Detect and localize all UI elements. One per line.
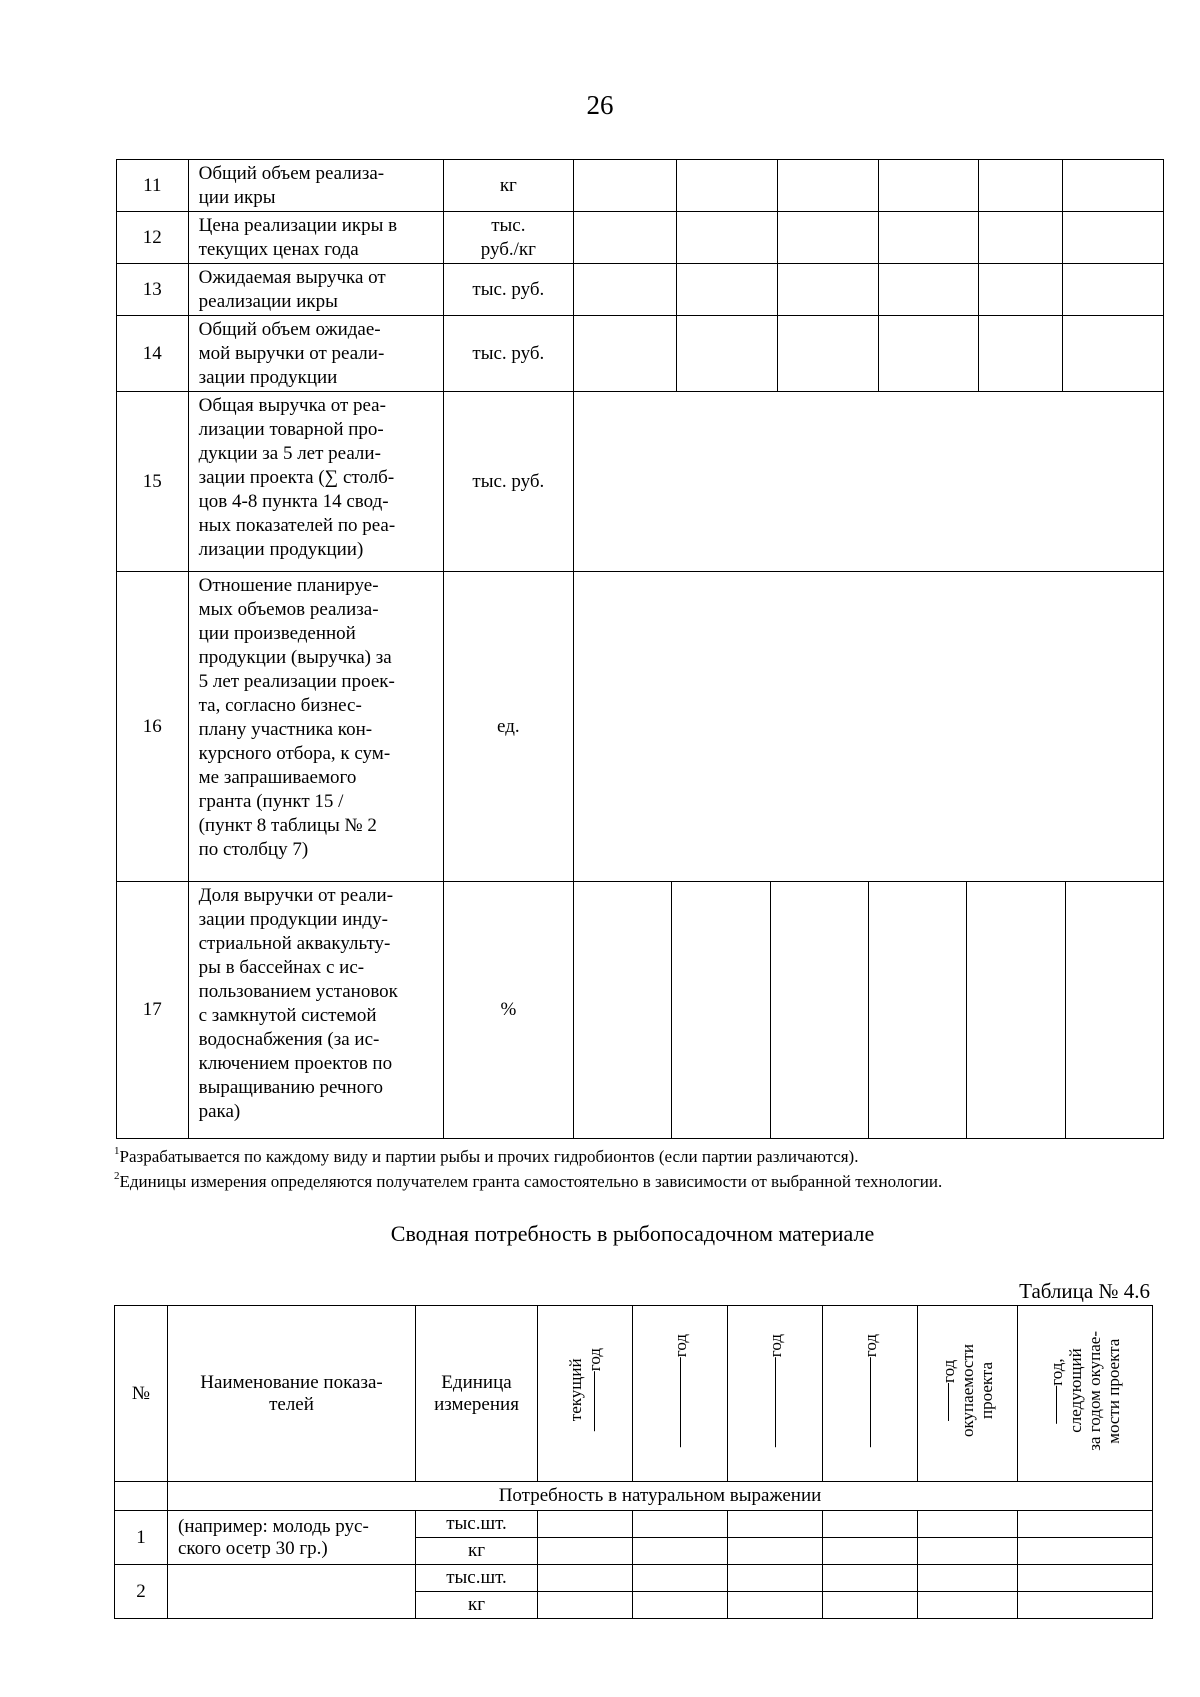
value-cell[interactable] [823, 1511, 918, 1538]
value-cell[interactable] [728, 1511, 823, 1538]
payback-year-label: год [939, 1359, 958, 1384]
value-cell[interactable] [573, 160, 676, 212]
indicator-name-line: 5 лет реализации проек- [198, 671, 395, 692]
indicator-name-line: курсного отбора, к сум- [198, 743, 391, 764]
unit-line: руб./кг [480, 238, 536, 260]
value-cell-merged[interactable] [573, 572, 1163, 882]
year-4-label: год [860, 1333, 880, 1358]
indicator-name-line: по столбцу 7) [198, 839, 309, 860]
value-cell[interactable] [676, 264, 777, 316]
year-3-label: год [765, 1333, 785, 1358]
indicator-name-line: дукции за 5 лет реали- [198, 443, 381, 464]
value-cell[interactable] [573, 316, 676, 392]
col-header-unit-line2: измерения [434, 1393, 519, 1415]
row-unit [443, 572, 573, 882]
table-row [115, 1511, 1153, 1538]
value-cell[interactable] [1063, 212, 1164, 264]
indicator-name-line: лизации продукции) [198, 539, 364, 560]
value-cell[interactable] [1063, 160, 1164, 212]
value-cell[interactable] [979, 160, 1063, 212]
indicator-name-line: цов 4-8 пункта 14 свод- [198, 491, 389, 512]
indicator-name-line: с замкнутой системой [198, 1005, 377, 1026]
indicator-name-line: зации продукции инду- [198, 909, 388, 930]
indicator-name-line: ме запрашиваемого [198, 767, 357, 788]
value-cell[interactable] [672, 882, 770, 1138]
current-year-year: год [585, 1348, 604, 1372]
row-indicator-name [188, 882, 443, 1139]
indicator-name-line: реализации икры [198, 291, 338, 312]
col-header-name-line2: телей [269, 1393, 314, 1415]
col-header-year-2 [633, 1306, 728, 1482]
table-row [117, 882, 1164, 1139]
section-row [115, 1482, 1153, 1511]
row-number: 13 [117, 264, 189, 316]
value-cell[interactable] [633, 1592, 728, 1619]
unit-line: тыс. руб. [472, 278, 545, 300]
indicator-name-line: Цена реализации икры в [198, 215, 398, 236]
value-cell[interactable] [777, 264, 878, 316]
value-cell[interactable] [538, 1511, 633, 1538]
value-cell[interactable] [878, 212, 979, 264]
post-payback-year-line4: мости проекта [1104, 1337, 1123, 1444]
col-header-current-year [538, 1306, 633, 1482]
value-cell[interactable] [771, 882, 869, 1138]
row-unit [443, 392, 573, 572]
row-indicator-name[interactable] [168, 1565, 416, 1619]
value-cell[interactable] [918, 1565, 1018, 1592]
col-header-name-line1: Наименование показа- [200, 1371, 383, 1393]
value-cell[interactable] [573, 264, 676, 316]
row-number: 16 [117, 572, 189, 882]
value-cell[interactable] [728, 1538, 823, 1565]
row-indicator-name [188, 572, 443, 882]
table-row [115, 1565, 1153, 1592]
table-caption: Таблица № 4.6 [1019, 1279, 1150, 1303]
page-number: 26 [586, 90, 614, 120]
unit-line: % [500, 999, 517, 1020]
col-header-number: № [115, 1306, 168, 1482]
unit-line: тыс. руб. [472, 342, 545, 364]
unit-line: ед. [497, 715, 520, 737]
footnote-mark: 1 [114, 1145, 120, 1157]
section-title: Сводная потребность в рыбопосадочном материале [390, 1221, 875, 1246]
indicator-name-line: зации продукции [198, 367, 338, 388]
value-cell[interactable] [777, 160, 878, 212]
value-cell[interactable] [823, 1592, 918, 1619]
indicator-name-line: плану участника кон- [198, 719, 373, 740]
value-cell[interactable] [869, 882, 967, 1138]
value-cell[interactable] [1018, 1538, 1153, 1565]
row-indicator-name [188, 392, 443, 572]
col-header-year-3 [728, 1306, 823, 1482]
indicator-name-line: Общий объем реализа- [198, 163, 385, 184]
table-row [117, 572, 1164, 882]
row-indicator-name [188, 316, 443, 392]
indicator-name-line: рака) [198, 1101, 241, 1122]
row-unit [443, 882, 573, 1139]
row-unit [443, 160, 573, 212]
indicator-name-line: (например: молодь рус- [178, 1515, 369, 1537]
row-indicator-name[interactable] [168, 1511, 416, 1565]
table-row [117, 264, 1164, 316]
indicator-name-line: пользованием установок [198, 981, 398, 1002]
footnote-1 [114, 1146, 858, 1167]
value-cell[interactable] [777, 212, 878, 264]
indicator-name-line: зации проекта (∑ столб- [198, 467, 395, 488]
indicator-name-line: гранта (пункт 15 / [198, 791, 344, 812]
indicator-name-line: Ожидаемая выручка от [198, 267, 386, 288]
row-number: 11 [117, 160, 189, 212]
unit-line: тыс. руб. [472, 470, 545, 492]
value-cell[interactable] [633, 1538, 728, 1565]
col-header-unit [416, 1306, 538, 1482]
value-cell[interactable] [823, 1565, 918, 1592]
indicator-name-line: лизации товарной про- [198, 419, 384, 440]
indicator-name-line: та, согласно бизнес- [198, 695, 362, 716]
row-unit: кг [416, 1592, 538, 1619]
post-payback-year-line3: за годом окупае- [1085, 1330, 1104, 1451]
indicator-name-line: ных показателей по реа- [198, 515, 396, 536]
footnote-mark: 2 [114, 1170, 120, 1182]
indicator-name-line: Общая выручка от реа- [198, 395, 386, 416]
table-row [117, 392, 1164, 572]
indicator-name-line: Отношение планируе- [198, 575, 379, 596]
value-cell[interactable] [538, 1592, 633, 1619]
col-header-name [168, 1306, 416, 1482]
row-unit [443, 212, 573, 264]
value-cell[interactable] [676, 160, 777, 212]
indicator-name-line: выращиванию речного [198, 1077, 384, 1098]
row-number: 2 [115, 1565, 168, 1619]
row-unit: тыс.шт. [416, 1511, 538, 1538]
table-row [117, 316, 1164, 392]
unit-line: кг [499, 174, 517, 196]
value-cell[interactable] [979, 264, 1063, 316]
value-cell[interactable] [967, 882, 1065, 1138]
row-unit: тыс.шт. [416, 1565, 538, 1592]
value-cell[interactable] [676, 212, 777, 264]
col-header-unit-line1: Единица [441, 1371, 512, 1393]
value-cell[interactable] [1066, 882, 1163, 1138]
value-cell[interactable] [777, 316, 878, 392]
value-cell[interactable] [633, 1511, 728, 1538]
indicator-name-line: ции произведенной [198, 623, 356, 644]
value-cell-merged[interactable] [573, 392, 1163, 572]
value-cell[interactable] [1063, 264, 1164, 316]
col-header-year-4 [823, 1306, 918, 1482]
indicator-name-line: ключением проектов по [198, 1053, 393, 1074]
indicator-name-line: (пункт 8 таблицы № 2 [198, 815, 377, 836]
row-indicator-name [188, 160, 443, 212]
col-header-post-payback-year [1018, 1306, 1153, 1482]
row-unit [443, 264, 573, 316]
row-number: 15 [117, 392, 189, 572]
value-cell[interactable] [573, 212, 676, 264]
value-cell[interactable] [538, 1538, 633, 1565]
current-year-label: текущий [566, 1359, 585, 1422]
value-cell[interactable] [676, 316, 777, 392]
value-cell[interactable] [1063, 316, 1164, 392]
value-cell[interactable] [878, 316, 979, 392]
year-2-label: год [670, 1333, 690, 1358]
payback-year-line2: окупаемости [958, 1344, 977, 1437]
post-payback-year-line2: следующий [1066, 1348, 1085, 1433]
indicator-name-line: Доля выручки от реали- [198, 885, 394, 906]
value-cell[interactable] [918, 1592, 1018, 1619]
value-cell[interactable] [979, 316, 1063, 392]
indicator-name-line: стриальной аквакульту- [198, 933, 391, 954]
value-cell[interactable] [728, 1592, 823, 1619]
table-row [117, 160, 1164, 212]
value-cell[interactable] [823, 1538, 918, 1565]
revenue-indicators-table [116, 159, 1164, 1139]
value-cell[interactable] [574, 882, 672, 1138]
section-row-num-cell [115, 1482, 168, 1511]
row-indicator-name [188, 264, 443, 316]
footnote-text: Единицы измерения определяются получателем гранта самостоятельно в зависимости от выбранной технологии. [119, 1172, 943, 1191]
row-unit: кг [416, 1538, 538, 1565]
col-header-payback-year [918, 1306, 1018, 1482]
row-unit [443, 316, 573, 392]
indicator-name-line: ции икры [198, 187, 276, 208]
table-row [117, 212, 1164, 264]
value-cell[interactable] [633, 1565, 728, 1592]
value-cell[interactable] [979, 212, 1063, 264]
unit-line: тыс. [491, 214, 526, 236]
fish-stock-demand-table [114, 1305, 1153, 1619]
value-cell[interactable] [918, 1538, 1018, 1565]
indicator-name-line: мых объемов реализа- [198, 599, 379, 620]
row-number: 14 [117, 316, 189, 392]
value-cell[interactable] [728, 1565, 823, 1592]
indicator-name-line: водоснабжения (за ис- [198, 1029, 380, 1050]
value-cells-group [573, 882, 1163, 1139]
footnote-text: Разрабатывается по каждому виду и партии рыбы и прочих гидробионтов (если партии различаются). [119, 1147, 859, 1166]
indicator-name-line: текущих ценах года [198, 239, 359, 260]
row-indicator-name [188, 212, 443, 264]
value-cell[interactable] [538, 1565, 633, 1592]
value-cell[interactable] [878, 264, 979, 316]
post-payback-year-label: год, [1047, 1357, 1066, 1386]
value-cell[interactable] [1018, 1565, 1153, 1592]
value-cell[interactable] [878, 160, 979, 212]
value-cell[interactable] [1018, 1592, 1153, 1619]
indicator-name-line: ского осетр 30 гр.) [178, 1537, 328, 1559]
row-number: 1 [115, 1511, 168, 1565]
indicator-name-line: ры в бассейнах с ис- [198, 957, 365, 978]
value-cell[interactable] [1018, 1511, 1153, 1538]
footnote-2 [114, 1171, 942, 1192]
row-number: 17 [117, 882, 189, 1139]
value-cell[interactable] [918, 1511, 1018, 1538]
row-number: 12 [117, 212, 189, 264]
section-label: Потребность в натуральном выражении [168, 1482, 1153, 1511]
payback-year-line3: проекта [977, 1361, 996, 1420]
header-row [115, 1306, 1153, 1482]
indicator-name-line: продукции (выручка) за [198, 647, 392, 668]
indicator-name-line: мой выручки от реали- [198, 343, 385, 364]
indicator-name-line: Общий объем ожидае- [198, 319, 381, 340]
